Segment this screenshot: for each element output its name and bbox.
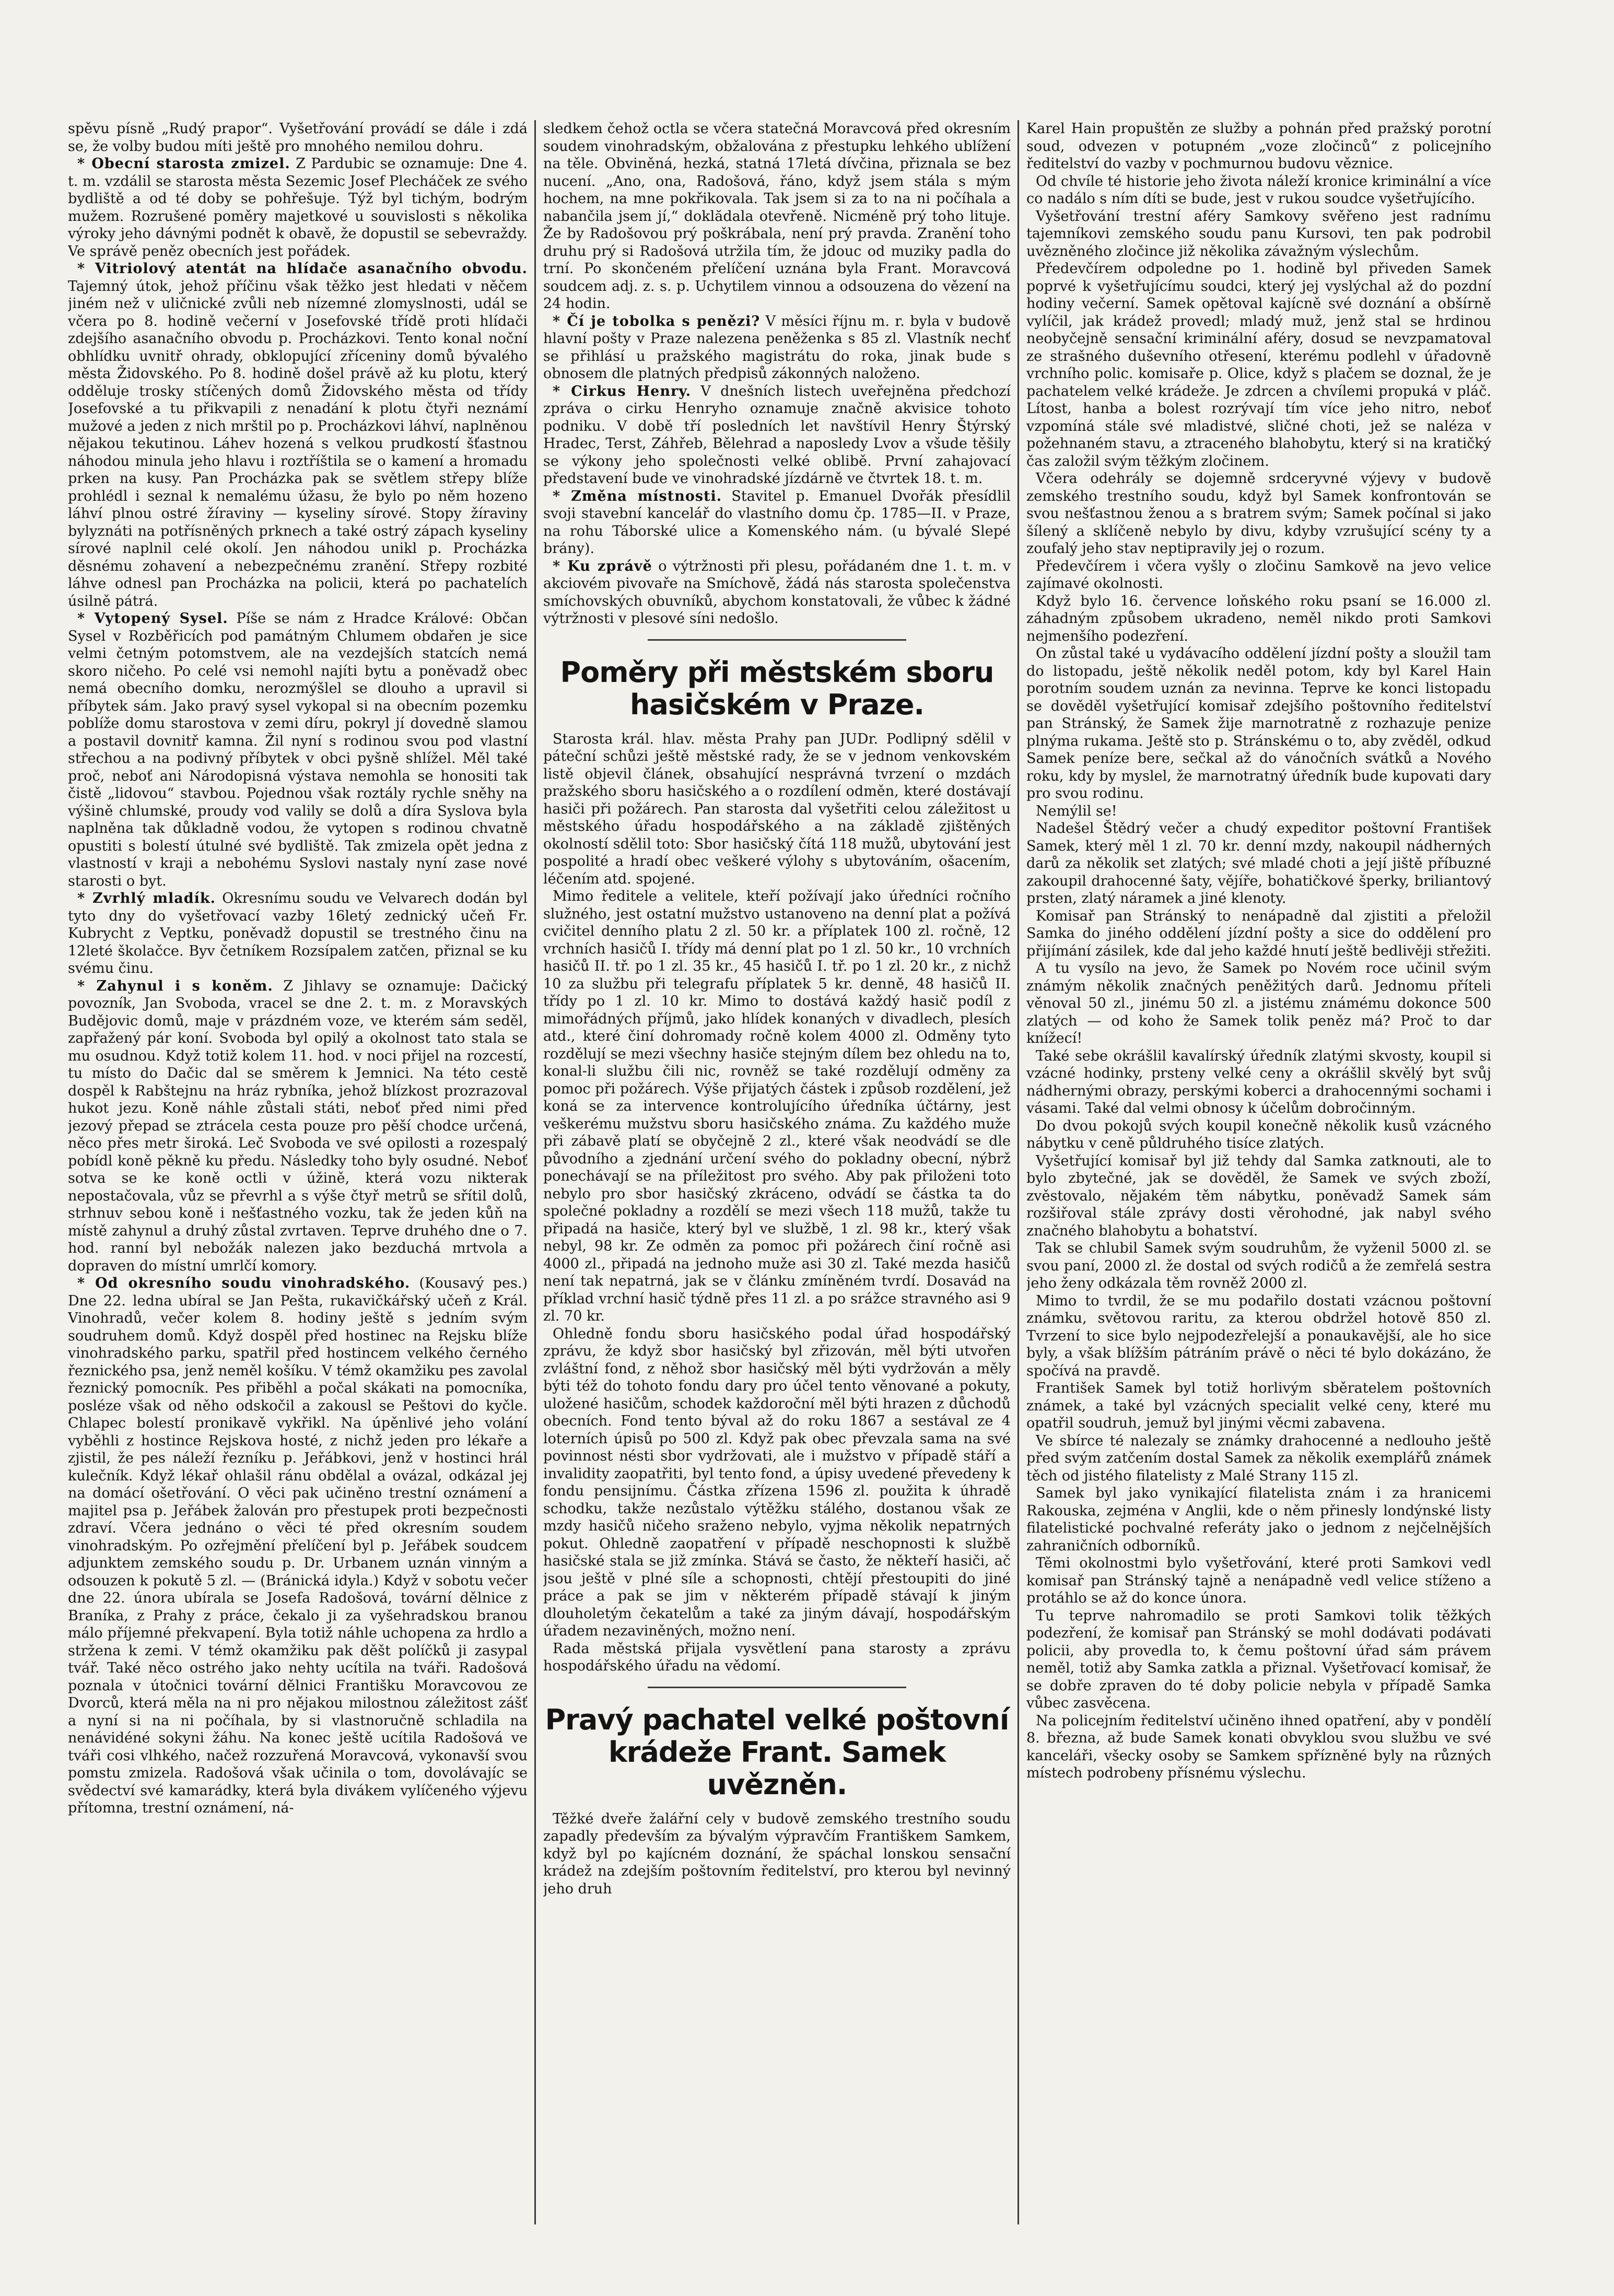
article-paragraph: Od chvíle té historie jeho života náleží kronice kriminální a více co nadálo s ním díti se bude, jest v rukou soudce vyšetřujícího.	[1026, 173, 1491, 207]
section-divider	[648, 1687, 906, 1688]
article-paragraph: spěvu písně „Rudý prapor“. Vyšetřování provádí se dále i zdá se, že volby budou míti ještě pro mnohého nemilou dohru.	[68, 121, 528, 155]
news-item-headline: * Čí je tobolka s penězi?	[553, 313, 761, 329]
article-paragraph: Komisař pan Stránský to nenápadně dal zjistiti a přeložil Samka do jiného oddělení jízdní pošty a sice do oddělení pro přijímání zásilek, kde dal jeho každé hnutí ještě bedlivěji střežiti.	[1026, 908, 1491, 959]
article-paragraph: Nemýlil se!	[1036, 803, 1117, 819]
column-right	[1026, 120, 1491, 2256]
news-item	[68, 1275, 528, 1817]
article-paragraph: Ohledně fondu sboru hasičského podal úřad hospodářský zprávu, že když sbor hasičský byl zřizován, měl býti utvořen zvláštní fond, z něhož sbor hasičský měl býti vydržován a měly býti též do tohoto fondu dary pro účel tento věnované a pokuty, uložené hasičům, schodek každoroční měl býti hrazen z důchodů obecních. Fond tento býval až do roku 1867 a sestával ze 4 loterních úpisů po 500 zl. Když pak obec převzala sama na své povinnost nésti sbor vydržovati, ale i mužstvo v případě stáří a invalidity zaopatřiti, byl tento fond, a úpisy uvedené převedeny k fondu pensijnímu. Částka zřízena 1596 zl. použita k úhradě schodku, takže nezůstalo výtěžku stálého, dostanou však ze mzdy hasičů ničeho sraženo nebylo, vyjma několik nepatrných pokut. Ohledně zaopatření v případě neschopnosti k službě hasičské stala se již zmínka. Stává se často, že někteří hasiči, ač jsou ještě v plné síle a schopnosti, chtějí přestoupiti do jiné práce a pak se jim v některém případě stávají k jiným dlouholetým čekatelům a také za jiným dávají, hospodářským úřadem nezaviněných, možno není.	[543, 1325, 1011, 1639]
news-item-body: Tajemný útok, jehož příčinu však těžko jest hledati v něčem jiném než v uličnické zvůli neb nízemné zlomyslnosti, udál se včera po 8. hodině večerní v Josefovské třídě proti hlídači zdejšího asanačního obvodu p. Procházkovi. Tento konal noční obhlídku uvnitř ohrady, obklopující zříceniny domů bývalého města Židovského. Po 8. hodině došel právě až ku plotu, který odděluje trosky stíčených domů Židovského města od třídy Josefovské a tu přikvapili z nenadání k plotu čtyři neznámí mužové a jeden z nich mrštil po p. Procházkovi láhví, naplněnou nějakou tekutinou. Láhev hozená s velkou prudkostí šťastnou náhodou minula jeho hlavu i roztříštila se o kamení a hromadu prken na kusy. Pan Procházka pak se světlem střepy blíže prohlédl i seznal k nemalému úžasu, že bylo po něm hozeno láhví plnou ostré žíraviny — kyseliny sírové. Stopy žíraviny bylyznáti na potřísněných prknech a také ostrý zápach kyseliny sírové naplnil celé okolí. Jen náhodou unikl p. Procházka děsnému zohavení a nebezpečnému zranění. Střepy rozbité láhve odnesl pan Procházka na policii, která po pachatelích úsilně pátrá.	[68, 278, 528, 609]
article-paragraph: František Samek byl totiž horlivým sběratelem poštovních známek, a také byl vzácných specialit velké ceny, které mu opatřil soudruh, jemuž byl jinými věcmi zabavena.	[1026, 1380, 1491, 1431]
column-middle	[543, 120, 1011, 2256]
news-item	[68, 890, 528, 978]
article-paragraph: Také sebe okrášlil kavalírský úředník zlatými skvosty, koupil si vzácné hodinky, prsteny velké ceny a okrášlil skvělý byt svůj nádhernými obrazy, perskými koberci a drahocennými sochami i vásami. Také dal velmi obnosy k účelům dobročinným.	[1026, 1047, 1491, 1116]
news-item-body: V měsíci říjnu m. r. byla v budově hlavní pošty v Praze nalezena peněženka s 85 zl. Vlastník nechť se přihlásí u pražského magistrátu do roka, jinak bude s obnosem dle platných předpisů zákonných naloženo.	[543, 313, 1011, 382]
article-paragraph: Vyšetřující komisař byl již tehdy dal Samka zatknouti, ale to bylo zbytečné, jak se dověděl, že Samek ve svých zboží, zvěstovalo, nějakém těm nábytku, poněvadž Samek sám rozšiřoval stále zprávy dosti věrohodné, jak nabyl svého značného blahobytu a bohatství.	[1026, 1152, 1491, 1239]
news-item-body: (Kousavý pes.) Dne 22. ledna ubíral se Jan Pešta, rukavičkářský učeň z Král. Vinohradů, večer kolem 8. hodiny ještě s jedním svým soudruhem domů. Když dospěl před hostinec na Rejsku blíže vinohradského parku, spatřil před hostincem velkého černého řeznického psa, jenž neměl košíku. V témž okamžiku pes zavolal řeznický pomocník. Pes přiběhl a počal skákati na pomocníka, posléze však od něho odskočil a zakousl se Peštovi do kyčle. Chlapec bolestí pronikavě vykřikl. Na úpěnlivé jeho volání vyběhli z hostince Rejskova hosté, z nichž jeden pro lékaře a zjistil, že pes náleží řezníku p. Jeřábkovi, jenž v hostinci hrál kulečník. Když lékař ohlašil ránu obdělal a ovázal, odkázal jej na domácí ošetřování. O věci pak učiněno trestní oznámení a majitel psa p. Jeřábek žalován pro přestupek proti bezpečnosti zdraví. Včera jednáno o věci té před okresním soudem vinohradským. Po ozřejmění přelíčení byl p. Jeřábek soudcem adjunktem zemského soudu p. Dr. Urbanem uznán vinným a odsouzen k pokutě 5 zl. — (Bránická idyla.) Když v sobotu večer dne 22. února ubírala se Josefa Radošová, tovární dělnice z Braníka, z Prahy z práce, čekalo ji za vyšehradskou branou málo příjemné překvapení. Byla totiž náhle uchopena za hrdlo a stržena k zemi. V témž okamžiku pak děšt políčků ji zasypal tvář. Také něco ostrého jako nehty ucítila na tváři. Radošová poznala v útočnici tovární dělnici Františku Moravcovou ze Dvorců, která měla na ni pro nějakou milostnou záležitost zášť a nyní si na ni počíhala, by si vlastnoručně schladila na nenávidéné sokyni žáhu. Na konec ještě ucítila Radošová ve tváři cosi vlhkého, načež rozzuřená Moravcová, vykonavší svou pomstu zmizela. Radošová však učinila o tom, dovolávajíc se svědectví své kamarádky, která byla divákem vylíčeného výjevu přítomna, trestní oznámení, ná-	[68, 1275, 528, 1816]
news-item-headline: * Od okresního soudu vinohradského.	[77, 1275, 411, 1291]
news-item-headline: * Ku zprávě	[553, 558, 652, 574]
news-item	[68, 260, 528, 610]
news-item-body: Okresnímu soudu ve Velvarech dodán byl tyto dny do vyšetřovací vazby 16letý zednický učeň Fr. Kubrycht z Veptku, poněvadž dopustil se trestného činu na 12leté školačce. Byv četníkem Rozsípalem zatčen, přiznal se ku svému činu.	[68, 890, 528, 976]
article-paragraph: Mimo to tvrdil, že se mu podařilo dostati vzácnou poštovní známku, světovou raritu, za kterou obdržel hotově 850 zl. Tvrzení to sice bylo nejpodezřelejší a ponaukavější, ale ho sice byly, a však blížším pátráním právě o něci té bylo dokázáno, že spočívá na pravdě.	[1026, 1292, 1491, 1379]
article-paragraph: Včera odehrály se dojemně srdceryvné výjevy v budově zemského trestního soudu, když byl Samek konfrontován se svou nešťastnou ženou a s bratrem svým; Samek počínal si jako šílený a sklíčeně nebylo by divu, kdyby vzrušující scény ty a zoufalý jeho stav neptipravily jej o rozum.	[1026, 470, 1491, 557]
article-paragraph: Předevčírem i včera vyšly o zločinu Samkově na jevo velice zajímavé okolnosti.	[1026, 558, 1491, 592]
news-item-headline: * Vitriolový atentát na hlídače asanačního obvodu.	[77, 261, 528, 277]
article-paragraph: Rada městská přijala vysvětlení pana starosty a zprávu hospodářského úřadu na vědomí.	[543, 1640, 1011, 1674]
article-paragraph: A tu vysílo na jevo, že Samek po Novém roce učinil svým známým několik značných peněžitých darů. Jednomu příteli věnoval 50 zl., jinému 50 zl. a jistému známému dokonce 500 zlatých — od koho že Samek tolik peněz má? Proč to dar knížecí!	[1026, 960, 1491, 1046]
article-headline: Poměry při městském sboru hasičském v Praze.	[560, 655, 994, 721]
article-headline: Pravý pachatel velké poštovní krádeže Frant. Samek uvězněn.	[545, 1703, 1009, 1801]
news-item	[543, 488, 1011, 558]
news-item	[68, 155, 528, 260]
article-paragraph: Těmi okolnostmi bylo vyšetřování, které proti Samkovi vedl komisař pan Stránský tajně a nenápadně vedl velice stíženo a protáhlo se až do konce února.	[1026, 1555, 1491, 1606]
article-paragraph: Nadešel Štědrý večer a chudý expeditor poštovní František Samek, který měl 1 zl. 70 kr. denní mzdy, nakoupil nádherných darů za několik set zlatých; své mladé choti a její jiště příbuzné zakoupil drahocenné šaty, vějíře, bohatičkové šperky, briliantový prsten, zlatý náramek a jiné klenoty.	[1026, 820, 1491, 906]
news-item	[543, 383, 1011, 488]
news-item	[543, 558, 1011, 628]
article-paragraph: Když bylo 16. července loňského roku psaní se 16.000 zl. záhadným způsobem ukradeno, neměl nikdo proti Samkovi nejmenšího podezření.	[1026, 593, 1491, 644]
news-item-headline: * Změna místnosti.	[553, 488, 722, 504]
news-item-body: Z Pardubic se oznamuje: Dne 4. t. m. vzdálil se starosta města Sezemic Josef Plecháček ze svého bydliště a od té doby se pohřešuje. Týž byl tichým, bodrým mužem. Rozrušené poměry majetkové u souvislosti s několika výroky jeho dávnými podnět k obavě, že dopustil se sebevraždy. Ve správě peněz obecních jest pořádek.	[68, 156, 528, 260]
news-item-headline: * Zahynul i s koněm.	[77, 978, 273, 994]
article-paragraph: Tak se chlubil Samek svým soudruhům, že vyženil 5000 zl. se svou paní, 2000 zl. že dostal od svých rodičů a že zemřelá sestra jeho ženy odkázala těm rovněž 2000 zl.	[1026, 1240, 1491, 1291]
section-divider	[648, 639, 906, 641]
article-paragraph: sledkem čehož octla se včera statečná Moravcová před okresním soudem vinohradským, obžalována z přestupku lehkého ublížení na těle. Obviněná, hezká, statná 17letá dívčina, přiznala se bez nucení. „Ano, ona, Radošová, řáno, když jsem stála s mým hochem, na mne pokřikovala. Tak jsem si za to na ni počíhala a nabančila jsem jí,“ doklădala otevřeně. Nicméně prý toho lituje. Že by Radošovou prý poškrábala, není prý pravda. Zranění toho druhu prý si Radošová utržila tím, že jdouc od muziky padla do trní. Po skončeném přelíčení uznána byla Frant. Moravcová soudcem adj. z. s. p. Uchytilem vinnou a odsouzena do vězení na 24 hodin.	[543, 121, 1011, 312]
article-paragraph: Vyšetřování trestní aféry Samkovy svěřeno jest radnímu tajemníkovi zemského soudu panu Kursovi, ten pak podrobil uvězněného zločince již několika závažným výslechům.	[1026, 208, 1491, 260]
news-item	[68, 610, 528, 890]
article-paragraph: Ve sbírce té nalezaly se známky drahocenné a nedlouho ještě před svým zatčením dostal Samek za několik exemplářů známek těch od jistého filatelisty z Malé Strany 115 zl.	[1026, 1432, 1491, 1484]
news-item-body: o výtržnosti při plesu, pořádaném dne 1. t. m. v akciovém pivovaře na Smíchově, žádá nás starosta společenstva smíchovských obuvníků, abychom konstatovali, že vůbec k žádné výtržnosti v plesové síni nedošlo.	[543, 558, 1011, 627]
news-item	[543, 313, 1011, 383]
news-item-headline: * Obecní starosta zmizel.	[77, 156, 290, 172]
article-paragraph: Mimo ředitele a velitele, kteří požívají jako úředníci ročního služného, jest ostatní mužstvo ustanoveno na denní plat a požívá cvičitel denního platu 2 zl. 50 kr. a příplatek 100 zl. ročně, 12 vrchních hasičů I. třídy má denní plat po 1 zl. 50 kr., 10 vrchních hasičů II. tř. po 1 zl. 35 kr., 45 hasičů I. tř. po 1 zl. 20 kr., z nichž 10 za službu při telegrafu příplatek 5 kr. denně, 48 hasičů II. třídy po 1 zl. 10 kr. Mimo to dostává každý hasič podíl z mimořádných příjmů, jako hlídek konaných v divadlech, plesích atd., které činí dohromady ročně kolem 4000 zl. Odměny tyto rozdělují se mezi všechny hasiče stejným dílem bez ohledu na to, konal-li službu čili nic, rovněž se také rozdělují odměny za pomoc při požárech. Výše přijatých částek i způsob rozdělení, jež koná se za intervence kontrolujícího úředníka účtárny, jest veškerému mužstvu sboru hasičského známa. Zu každého muže při zábavě platí se obyčejně 2 zl., které však neodvádí se dle původního a zjednání určení svého do pokladny obecní, nýbrž ponechávají se na příležitost pro svého. Aby pak přiloženi toto nebylo pro sbor hasičský zkráceno, odvádí se částka ta do společné pokladny a rozdělí se mezi všech 118 mužů, takže tu připadá na hasiče, který byl ve službě, 1 zl. 98 kr., který však nebyl, 98 kr. Ze odměn za pomoc při požárech činí ročně asi 4000 zl., připadá na jednoho muže asi 30 zl. Také mezda hasičů není tak nepatrná, jak se v článku zmíněném tvrdí. Dosavád na příklad vrchní hasič týdně přes 11 zl. a po srážce stravného asi 9 zl. 70 kr.	[543, 888, 1011, 1324]
column-left	[68, 120, 528, 2256]
column-rule	[534, 120, 536, 2224]
article-paragraph: Tu teprve nahromadilo se proti Samkovi tolik těžkých podezření, že komisař pan Stránský se mohl dodávati podávati policii, aby provedla to, k čemu poštovní úřad sám právem neměl, totiž aby Samka zatkla a přiznal. Vyšetřovací komisař, že se dobře zpraven do té doby policie nebyla v případě Samka vůbec zasvěcena.	[1026, 1607, 1491, 1711]
news-item-body: V dnešních listech uveřejněna předchozí zpráva o cirku Henryho oznamuje značně akvisice tohoto podniku. V době tří posledních let navštívil Henry Štýrský Hradec, Terst, Záhřeb, Bělehrad a naposledy Lvov a všude těšily se výkony jeho společnosti velké oblibě. První zahajovací představení bude ve vinohradské jízdárně ve čtvrtek 18. t. m.	[543, 383, 1011, 487]
news-item	[68, 978, 528, 1275]
news-item-body: Stavitel p. Emanuel Dvořák přesídlil svoji stavební kancelář do vlastního domu čp. 1785—II. v Praze, na rohu Táborské ulice a Komenského nám. (u bývalé Slepé brány).	[543, 488, 1011, 557]
column-rule	[1017, 120, 1019, 2224]
article-paragraph: On zůstal také u vydávacího oddělení jízdní pošty a sloužil tam do listopadu, ještě několik neděl potom, kdy byl Karel Hain porotním soudem uznán za nevinna. Teprve ke konci listopadu se dověděl vyšetřující komisař zdejšího poštovního ředitelství pan Stránský, že Samek žije marnotratně z rozhazuje penize plnýma rukama. Ještě sto p. Stránskému o to, aby zvěděl, odkud Samek peníze bere, sečkal až do vánočních svátků a Nového roku, kdy by myslel, že marnotratný úředník bude kupovati dary pro svou rodinu.	[1026, 645, 1491, 802]
article-paragraph: Starosta král. hlav. města Prahy pan JUDr. Podlipný sdělil v páteční schůzi ještě městské rady, že se v jednom venkovském listě objevil článek, obsahující nesprávná tvrzení o mzdách pražského sboru hasičského a o rozdílení odměn, které dostávají hasiči při požárech. Pan starosta dal vyšetřiti celou záležitost u městského úřadu hospodářského a na základě zjištěných okolností sdělil toto: Sbor hasičský čítá 118 mužů, ubytování jest pospolité a hradí obec veškeré výlohy s ubytováním, ošacením, léčením atd. spojené.	[543, 731, 1011, 887]
news-item-headline: * Cirkus Henry.	[553, 383, 692, 399]
article-paragraph: Předevčírem odpoledne po 1. hodině byl přiveden Samek poprvé k vyšetřujícímu soudci, který jej vyslýchal až do pozdní hodiny večerní. Samek opětoval kajícně své doznání a obšírně vylíčil, jak krádež provedl; mladý muž, jenž stal se hrdinou neobyčejně sensační kriminální aféry, dosud se nevzpamatoval ze strašného duševního otřesení, kterému podlehl v úřadovně vrchního polic. komisaře p. Olice, když s plačem se doznal, že je pachatelem velké krádeže. Je zdrcen a chvílemi propuká v pláč. Lítost, hanba a bolest rozrývají tím více jeho nitro, neboť vzpomíná stále své mladistvé, sličné choti, jež se naléza v požehnaném stavu, a ztraceného blahobytu, který si na kratičký čas založil svým těžkým zločinem.	[1026, 261, 1491, 469]
article-paragraph: Samek byl jako vynikající filatelista znám i za hranicemi Rakouska, zejména v Anglii, kde o něm přinesly londýnské listy filatelistické pochvalné referáty jako o jednom z nejčelnějších zahraničních odborníků.	[1026, 1485, 1491, 1554]
news-item-body: Píše se nám z Hradce Králové: Občan Sysel v Rozběřicích pod památným Chlumem obdařen je sice velmi četným potomstvem, ale na vezdejších statcích nemá skoro ničeho. Po celé vsi nemohl najíti bytu a poněvadž obec nemá obecního domku, nerozmýšlel se dlouho a upravil si příbytek sám. Jako pravý sysel vykopal si na obecním pozemku poblíže domu starostova v zemi díru, pokryl jí dovedně slamou a postavil dovnitř kamna. Žil nyní s rodinou svou pod vlastní střechou a na podivný příbytek v obci pyšně shlížel. Měl také proč, neboť ani Národopisná výstava nemohla se honositi tak čistě „lidovou“ stavbou. Pojednou však roztály rychle sněhy na výšině chlumské, proudy vod valily se dolů a díra Syslova byla naplněna tak důkladně vodou, že vytopen s rodinou chvatně opustiti s bolestí útulné své bydliště. Tak zmizela opět jedna z vlastností v kraji a nebohému Syslovi nastaly nyní zase nové starosti o byt.	[68, 610, 528, 889]
article-paragraph: Karel Hain propuštěn ze služby a pohnán před pražský porotní soud, odvezen v potupném „voze zločinců“ z policejního ředitelství do vazby v pochmurnou budovu věznice.	[1026, 121, 1491, 172]
news-item-headline: * Vytopený Sysel.	[77, 610, 228, 627]
article-paragraph: Do dvou pokojů svých koupil konečně několik kusů vzácného nábytku v ceně půldruhého tisíce zlatých.	[1026, 1117, 1491, 1151]
article-paragraph: Těžké dveře žalářní cely v budově zemského trestního soudu zapadly především za bývalým výpravčím Františkem Samkem, když byl po kajícném doznání, že spáchal lonskou sensační krádež na zdejším poštovním ředitelství, pro kterou byl nevinný jeho druh	[543, 1810, 1011, 1897]
news-item-body: Z Jihlavy se oznamuje: Dačický povozník, Jan Svoboda, vracel se dne 2. t. m. z Moravských Budějovic domů, maje v prázdném voze, ve kterém sám seděl, zapřažený pár koní. Svoboda byl opilý a okolnost tato stala se mu osudnou. Když totiž kolem 11. hod. v noci přijel na rozcestí, tu místo do Dačic dal se směrem k Jemnici. Na této cestě dospěl k Rabštejnu na hráz rybníka, jehož blízkost prozrazoval hukot jezu. Koně náhle zůstali státi, neboť před nimi před jezový přepad se ztrácela cesta pouze pro pěší chodce určená, něco přes metr široká. Leč Svoboda ve své opilosti a rozespalý pobídl koně pěkně ku předu. Následky toho byly osudné. Neboť sotva se ke koně octli v úžině, která vozu nikterak nepostačovala, vůz se převrhl a s výše čtyř metrů se sřítil dolů, strhnuv sebou koně i nešťastného vozku, tak že jeden kůň na místě zahynul a druhý zůstal zvrtaven. Teprve druhého dne o 7. hod. ranní byl nebožák nalezen jako bezduchá mrtvola a dopraven do místní umrlčí komory.	[68, 978, 528, 1274]
news-item-headline: * Zvrhlý mladík.	[77, 890, 216, 906]
article-paragraph: Na policejním ředitelství učiněno ihned opatření, aby v pondělí 8. března, až bude Samek konati obvyklou svou službu ve své kanceláři, všecky osoby se Samkem spřízněné byly na různých místech podrobeny přísnému výslechu.	[1026, 1712, 1491, 1781]
